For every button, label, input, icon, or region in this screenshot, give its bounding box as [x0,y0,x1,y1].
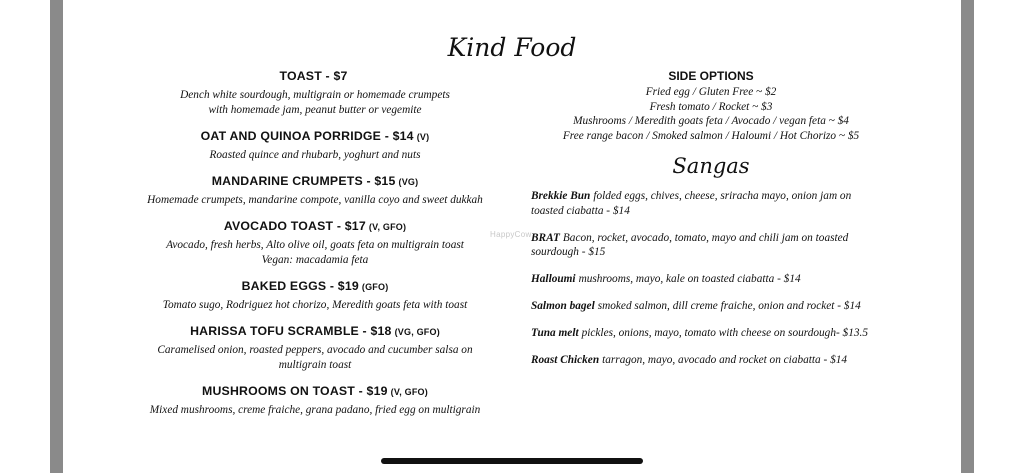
sanga-item [531,299,876,314]
menu-item-name: HARISSA TOFU SCRAMBLE - $18 [190,324,392,338]
sanga-description: folded eggs, chives, cheese, sriracha mayo, onion jam on toasted ciabatta - $14 [531,190,852,217]
sanga-item [531,231,876,260]
menu-item-heading [130,218,500,236]
sanga-item [531,353,876,368]
sanga-description: mushrooms, mayo, kale on toasted ciabatta - $14 [578,273,801,285]
menu-item-name: AVOCADO TOAST - $17 [223,219,366,233]
sanga-item [531,326,876,341]
menu-item-heading [130,278,500,296]
menu-item-tags: (VG) [398,177,419,187]
menu-item [130,128,500,163]
menu-title: Kind Food [447,33,577,62]
menu-item-description [130,193,500,208]
menu-item-name: OAT AND QUINOA PORRIDGE - $14 [200,129,414,143]
menu-item-description [130,298,500,313]
breakfast-menu-column [130,68,500,428]
menu-item-heading [130,128,500,146]
side-options-list [532,85,890,143]
description-line: Avocado, fresh herbs, Alto olive oil, goats feta on multigrain toast [166,239,464,251]
sangas-list [520,189,890,368]
menu-item-name: TOAST - $7 [279,69,348,83]
description-line: Vegan: macadamia feta [261,254,369,266]
menu-item-tags: (V) [416,132,430,142]
side-option-line: Mushrooms / Meredith goats feta / Avocado / vegan feta ~ $4 [573,115,849,127]
menu-item-heading [130,173,500,191]
sanga-description: pickles, onions, mayo, tomato with cheese on sourdough- $13.5 [581,327,868,339]
menu-item [130,173,500,208]
description-line: Dench white sourdough, multigrain or homemade crumpets [180,89,450,101]
right-frame-bar [961,0,974,473]
menu-item-name: BAKED EGGS - $19 [241,279,359,293]
sanga-description: Bacon, rocket, avocado, tomato, mayo and chili jam on toasted sourdough - $15 [531,231,849,258]
menu-item-tags: (VG, GFO) [394,327,440,337]
menu-item-description [130,88,500,118]
left-frame-bar [50,0,63,473]
sanga-name: Salmon bagel [531,300,595,312]
menu-item-heading [130,323,500,341]
description-line: Mixed mushrooms, creme fraiche, grana padano, fried egg on multigrain [149,404,481,416]
description-line: Tomato sugo, Rodriguez hot chorizo, Meredith goats feta with toast [162,299,468,311]
sanga-description: tarragon, mayo, avocado and rocket on ciabatta - $14 [602,354,848,366]
menu-item-heading [130,383,500,401]
sanga-name: Halloumi [531,273,576,285]
sangas-heading: Sangas [672,154,750,178]
menu-item-heading [130,68,500,86]
home-indicator-bar[interactable] [381,458,643,464]
description-line: Homemade crumpets, mandarine compote, vanilla coyo and sweet dukkah [147,194,483,206]
menu-item [130,218,500,268]
left-margin [0,0,50,473]
menu-item [130,278,500,313]
description-line: with homemade jam, peanut butter or vegemite [208,104,422,116]
menu-item-description [130,403,500,418]
side-option-line: Fresh tomato / Rocket ~ $3 [649,100,773,113]
menu-item-name: MUSHROOMS ON TOAST - $19 [202,384,388,398]
menu-item [130,68,500,118]
sanga-item [531,272,876,287]
sanga-name: Roast Chicken [531,354,600,366]
menu-item-tags: (V, GFO) [368,222,407,232]
menu-item [130,383,500,418]
menu-item-description [130,343,500,373]
side-option-line: Fried egg / Gluten Free ~ $2 [645,86,777,98]
menu-item-tags: (GFO) [361,282,389,292]
description-line: Caramelised onion, roasted peppers, avocado and cucumber salsa on [157,344,473,356]
sanga-description: smoked salmon, dill creme fraiche, onion and rocket - $14 [597,300,861,312]
menu-item-name: MANDARINE CRUMPETS - $15 [211,174,396,188]
sanga-name: Brekkie Bun [531,190,591,202]
menu-item [130,323,500,373]
menu-item-tags: (V, GFO) [390,387,428,397]
sanga-name: Tuna melt [531,327,579,339]
side-options-heading: SIDE OPTIONS [668,69,754,83]
description-line: Roasted quince and rhubarb, yoghurt and nuts [209,149,421,161]
menu-item-description [130,238,500,268]
menu-item-description [130,148,500,163]
sides-and-sangas-column [520,68,890,380]
description-line: multigrain toast [278,359,352,371]
right-margin [974,0,1024,473]
watermark: HappyCow [490,230,532,239]
sanga-item [531,189,876,218]
sanga-name: BRAT [531,231,560,244]
side-option-line: Free range bacon / Smoked salmon / Haloumi / Hot Chorizo ~ $5 [562,129,860,142]
